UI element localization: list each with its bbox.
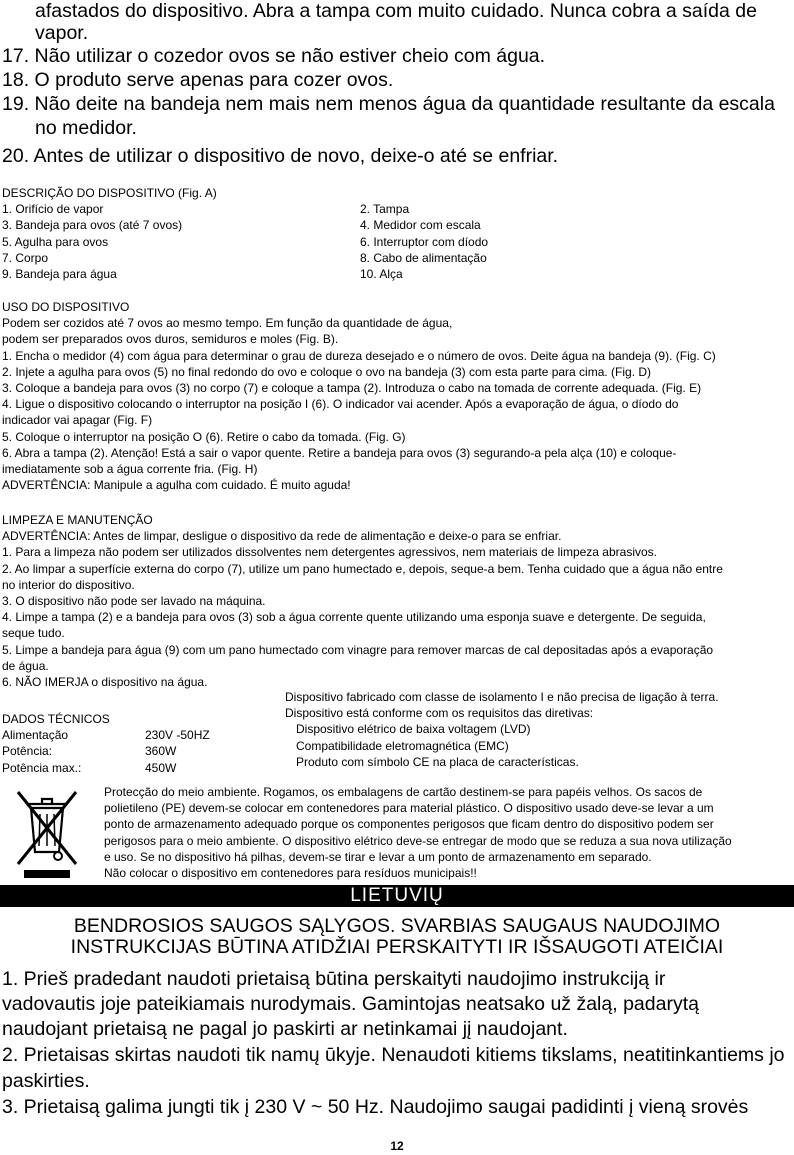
parts-right-column xyxy=(360,201,488,282)
section-heading: USO DO DISPOSITIVO xyxy=(2,300,130,314)
lt-list-line: paskirties. xyxy=(2,1070,90,1092)
cleaning-section xyxy=(2,512,723,690)
step-item: 5. Coloque o interruptor na posição O (6). Retire o cabo da tomada. (Fig. G) xyxy=(2,429,406,444)
text-line: Dispositivo está conforme com os requisitos das diretivas: xyxy=(285,706,594,721)
lt-list-line: 2. Prietaisas skirtas naudoti tik namų ūkyje. Nenaudoti kitiems tikslams, neatitinkantiems jo xyxy=(2,1044,785,1066)
part-item: 2. Tampa xyxy=(360,202,410,217)
list-line: afastados do dispositivo. Abra a tampa com muito cuidado. Nunca cobra a saída de xyxy=(35,0,757,22)
warning-line: ADVERTÊNCIA: Antes de limpar, desligue o dispositivo da rede de alimentação e deixe-o para se enfriar. xyxy=(2,529,562,544)
section-heading: LIMPEZA E MANUTENÇÃO xyxy=(2,513,153,527)
warning-line: ADVERTÊNCIA: Manipule a agulha com cuidado. É muito aguda! xyxy=(2,478,351,493)
text-line: Protecção do meio ambiente. Rogamos, os embalagens de cartão destinem-se para papéis velhos. Os sacos de xyxy=(104,785,703,799)
lt-heading-line: INSTRUKCIJAS BŪTINA ATIDŽIAI PERSKAITYTI IR IŠSAUGOTI ATEIČIAI xyxy=(70,936,724,958)
section-heading: DADOS TÉCNICOS xyxy=(2,712,110,726)
list-item-19: 19. Não deite na bandeja nem mais nem menos água da quantidade resultante da escala xyxy=(2,93,775,115)
lt-list-line: 3. Prietaisą galima jungti tik į 230 V ~ 50 Hz. Naudojimo saugai padidinti į vieną srovės xyxy=(2,1096,749,1118)
conformity-block xyxy=(285,689,719,770)
step-item: 2. Ao limpar a superfície externa do corpo (7), utilize um pano humectado e, depois, seque-a bem. Tenha cuidado que a água não entre xyxy=(2,561,723,576)
step-item: 1. Para a limpeza não podem ser utilizados dissolventes nem detergentes agressivos, nem materiais de limpeza abrasivos. xyxy=(2,545,657,560)
part-item: 6. Interruptor com díodo xyxy=(360,234,489,249)
part-item: 1. Orifício de vapor xyxy=(2,202,104,217)
tech-label: Alimentação xyxy=(2,728,69,743)
text-line: Não colocar o dispositivo em contenedores para resíduos municipais!! xyxy=(104,866,477,881)
text-line: no interior do dispositivo. xyxy=(2,577,135,592)
lt-heading-line: BENDROSIOS SAUGOS SĄLYGOS. SVARBIAS SAUGAUS NAUDOJIMO xyxy=(73,915,721,937)
step-item: 5. Limpe a bandeja para água (9) com um pano humectado com vinagre para remover marcas de cal depositadas após a evaporação xyxy=(2,642,714,657)
step-item: 4. Limpe a tampa (2) e a bandeja para ovos (3) sob a água corrente quente utilizando uma esponja suave e detergente. De seguida, xyxy=(2,610,706,625)
tech-label: Potência: xyxy=(2,744,53,759)
part-item: 9. Bandeja para água xyxy=(2,267,117,282)
text-line: Dispositivo fabricado com classe de isolamento I e não precisa de ligação à terra. xyxy=(285,690,719,704)
part-item: 10. Alça xyxy=(360,267,403,281)
step-item: 1. Encha o medidor (4) com água para determinar o grau de dureza desejado e o número de ovos. Deite água na bandeja (9). (Fig. C) xyxy=(2,348,716,363)
text-line: indicador vai apagar (Fig. F) xyxy=(2,413,153,428)
list-item-20: 20. Antes de utilizar o dispositivo de novo, deixe-o até se enfriar. xyxy=(2,145,559,167)
section-heading: DESCRIÇÃO DO DISPOSITIVO (Fig. A) xyxy=(2,186,217,200)
tech-value: 230V -50HZ xyxy=(145,728,210,743)
tech-row xyxy=(2,727,210,743)
text-line: podem ser preparados ovos duros, semiduros e moles (Fig. B). xyxy=(2,332,339,347)
description-section xyxy=(2,185,217,282)
text-line: polietileno (PE) devem-se colocar em contenedores para material plástico. O dispositivo usado deve-se levar a um xyxy=(104,801,714,816)
tech-data-section xyxy=(2,711,210,776)
step-item: 6. NÃO IMERJA o dispositivo na água. xyxy=(2,675,208,690)
list-line: no medidor. xyxy=(35,117,137,139)
directive-item: Dispositivo elétrico de baixa voltagem (LVD) xyxy=(296,722,531,737)
part-item: 8. Cabo de alimentação xyxy=(360,250,487,265)
environment-block xyxy=(104,784,732,881)
tech-row xyxy=(2,760,210,776)
text-line: e uso. Se no dispositivo há pilhas, devem-se tirar e levar a um ponto de armazenamento em separado. xyxy=(104,849,652,864)
parts-left-column xyxy=(2,201,217,282)
step-item: 6. Abra a tampa (2). Atenção! Está a sair o vapor quente. Retire a bandeja para ovos (3) segurando-a pela alça (10) e coloque- xyxy=(2,445,677,460)
text-line: Podem ser cozidos até 7 ovos ao mesmo tempo. Em função da quantidade de água, xyxy=(2,316,453,331)
crossed-out-wheelie-bin-icon xyxy=(12,784,82,884)
text-line: de água. xyxy=(2,658,49,673)
list-item-18: 18. O produto serve apenas para cozer ovos. xyxy=(2,69,394,91)
step-item: 3. O dispositivo não pode ser lavado na máquina. xyxy=(2,594,266,609)
list-line: vapor. xyxy=(35,22,89,44)
lt-list-line: 1. Prieš pradedant naudoti prietaisą būtina perskaityti naudojimo instrukciją ir xyxy=(2,968,666,990)
directive-item: Compatibilidade eletromagnética (EMC) xyxy=(296,738,509,753)
usage-section xyxy=(2,299,716,493)
tech-row xyxy=(2,743,210,759)
part-item: 5. Agulha para ovos xyxy=(2,234,109,249)
tech-label: Potência max.: xyxy=(2,760,82,775)
part-item: 7. Corpo xyxy=(2,250,49,265)
language-banner: LIETUVIŲ xyxy=(0,885,794,907)
lt-list-line: naudojant prietaisą ne pagal jo paskirti ar netinkamai jį naudojant. xyxy=(2,1018,568,1040)
step-item: 4. Ligue o dispositivo colocando o interruptor na posição I (6). O indicador vai acender. Após a evaporação de água, o díodo do xyxy=(2,397,679,412)
list-item-17: 17. Não utilizar o cozedor ovos se não estiver cheio com água. xyxy=(2,45,546,67)
tech-value: 450W xyxy=(145,760,177,775)
part-item: 3. Bandeja para ovos (até 7 ovos) xyxy=(2,218,183,233)
lt-list-line: vadovautis joje pateikiamais nurodymais. Gamintojas neatsako už žalą, padarytą xyxy=(2,993,699,1015)
page-number: 12 xyxy=(390,1139,404,1153)
tech-value: 360W xyxy=(145,744,177,759)
text-line: ponto de armazenamento adequado porque os componentes perigosos que ficam dentro do dispositivo podem ser xyxy=(104,817,714,832)
part-item: 4. Medidor com escala xyxy=(360,218,481,233)
directive-item: Produto com símbolo CE na placa de características. xyxy=(296,754,579,769)
step-item: 3. Coloque a bandeja para ovos (3) no corpo (7) e coloque a tampa (2). Introduza o cabo na tomada de corrente adequada. (Fig. E) xyxy=(2,381,702,396)
step-item: 2. Injete a agulha para ovos (5) no final redondo do ovo e coloque o ovo na bandeja (3) com esta parte para cima. (Fig. D) xyxy=(2,364,652,379)
text-line: imediatamente sob a água corrente fria. (Fig. H) xyxy=(2,462,258,477)
text-line: seque tudo. xyxy=(2,626,65,641)
text-line: perigosos para o meio ambiente. O dispositivo elétrico deve-se entregar de modo que se reduza a sua nova utilização xyxy=(104,833,732,848)
